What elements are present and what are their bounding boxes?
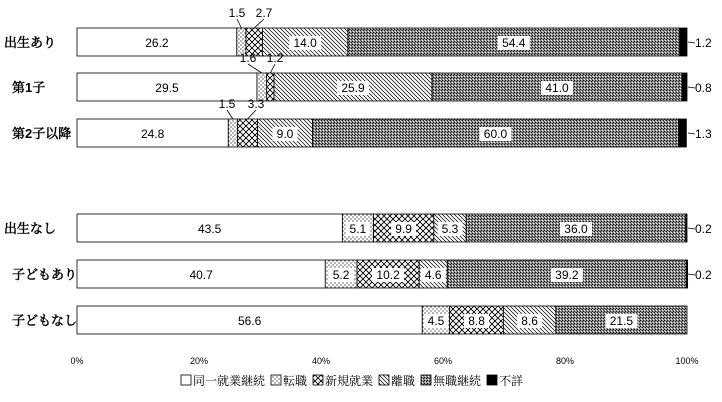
bar-segment-unknown [678, 119, 686, 147]
bar-segment-unknown [682, 73, 687, 101]
bar-segment-unknown [686, 260, 687, 288]
category-labels [4, 35, 77, 328]
legend-swatch-same-job [181, 375, 191, 385]
legend [181, 373, 523, 388]
data-label: 56.6 [237, 314, 262, 328]
data-label: 39.2 [555, 268, 579, 282]
data-label: 40.7 [189, 268, 213, 282]
leader-line [237, 19, 241, 28]
data-label: 41.0 [545, 81, 569, 95]
category-label: 第2子以降 [12, 126, 72, 141]
data-label: 0.8 [695, 81, 712, 95]
data-label: 10.2 [376, 268, 400, 282]
data-label: 54.4 [502, 36, 526, 50]
data-label: 1.2 [266, 51, 284, 65]
legend-label-job-change: 転職 [283, 374, 308, 388]
bar-segment-new-job [267, 73, 274, 101]
legend-label-left-job: 離職 [391, 374, 416, 388]
data-label: 9.0 [276, 127, 294, 141]
x-tick-label: 60% [433, 356, 453, 366]
legend-swatch-unknown [487, 375, 497, 385]
category-label: 出生なし [4, 221, 57, 236]
x-tick-label: 20% [189, 356, 209, 366]
leader-line [248, 64, 262, 73]
legend-swatch-left-job [379, 375, 389, 385]
bars [77, 6, 712, 334]
data-label: 1.6 [239, 51, 257, 65]
legend-label-same-job: 同一就業継続 [193, 374, 266, 388]
leader-line [688, 42, 695, 43]
data-label: 8.6 [521, 314, 538, 328]
data-label: 5.1 [349, 222, 367, 236]
data-label: 1.3 [695, 127, 712, 141]
x-tick-label: 100% [675, 356, 699, 366]
data-label: 5.3 [441, 222, 459, 236]
bar-segment-unknown [680, 28, 687, 56]
legend-label-unknown: 不詳 [499, 374, 524, 388]
bar-segment-job-change [228, 119, 237, 147]
leader-line [270, 64, 275, 73]
x-tick-label: 0% [70, 356, 84, 366]
x-axis [70, 356, 698, 366]
legend-label-new-job: 新規就業 [325, 374, 374, 388]
data-label: 1.2 [695, 36, 712, 50]
leader-line [688, 228, 695, 229]
data-label: 0.2 [695, 222, 712, 236]
data-label: 60.0 [483, 127, 508, 141]
legend-label-no-job: 無職継続 [433, 374, 482, 388]
data-label: 5.2 [332, 268, 350, 282]
legend-swatch-no-job [421, 375, 431, 385]
data-label: 8.8 [468, 314, 485, 328]
category-label: 子どもあり [12, 267, 78, 282]
data-label: 3.3 [247, 97, 265, 111]
legend-swatch-new-job [313, 375, 323, 385]
leader-line [688, 87, 695, 88]
data-label: 1.5 [228, 6, 246, 20]
data-label: 4.6 [424, 268, 442, 282]
leader-line [688, 274, 695, 275]
data-label: 29.5 [155, 81, 179, 95]
data-label: 9.9 [395, 222, 412, 236]
leader-line [247, 110, 256, 119]
leader-line [254, 19, 264, 28]
data-label: 25.9 [341, 81, 365, 95]
x-tick-label: 80% [555, 356, 575, 366]
data-label: 0.2 [695, 268, 712, 282]
data-label: 43.5 [197, 222, 222, 236]
leader-line [227, 110, 233, 119]
leader-line [688, 133, 695, 134]
data-label: 2.7 [255, 6, 273, 20]
x-tick-label: 40% [311, 356, 331, 366]
data-label: 24.8 [140, 127, 165, 141]
data-label: 21.5 [609, 314, 634, 328]
category-label: 第1子 [12, 80, 46, 95]
data-label: 26.2 [145, 36, 169, 50]
category-label: 子どもなし [12, 313, 78, 328]
legend-swatch-job-change [271, 375, 281, 385]
category-label: 出生あり [4, 35, 57, 50]
data-label: 36.0 [564, 222, 588, 236]
data-label: 14.0 [293, 36, 317, 50]
bar-segment-new-job [237, 119, 257, 147]
data-label: 4.5 [427, 314, 445, 328]
data-label: 1.5 [218, 97, 236, 111]
bar-segment-unknown [686, 214, 687, 242]
